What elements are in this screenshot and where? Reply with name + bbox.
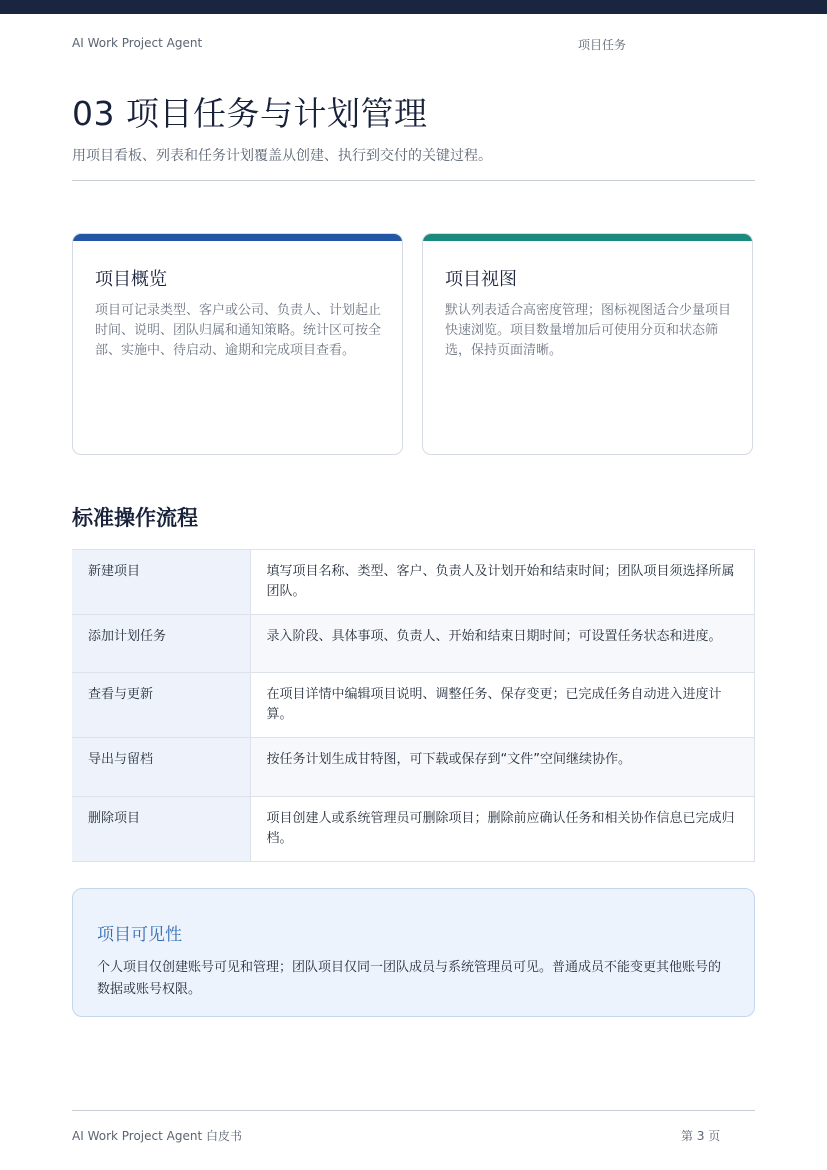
page-footer [72,1127,755,1143]
section-title: 标准操作流程 [72,506,198,530]
card-body: 默认列表适合高密度管理；图标视图适合少量项目快速浏览。项目数量增加后可使用分页和状态筛选，保持页面清晰。 [445,303,732,358]
card-title: 项目视图 [445,269,517,290]
card-accent-bar [423,234,752,241]
card-accent-bar [73,234,402,241]
step-description: 项目创建人或系统管理员可删除项目；删除前应确认任务和相关协作信息已完成归档。 [250,796,755,861]
table-row [72,796,755,861]
card-project-overview [72,233,403,455]
step-description: 录入阶段、具体事项、负责人、开始和结束日期时间；可设置任务状态和进度。 [250,615,755,673]
header-product-name: AI Work Project Agent [72,36,203,50]
footer-divider [72,1110,755,1111]
step-description: 按任务计划生成甘特图，可下载或保存到“文件”空间继续协作。 [250,738,755,796]
card-body: 项目可记录类型、客户或公司、负责人、计划起止时间、说明、团队归属和通知策略。统计区可按全部、实施中、待启动、逾期和完成项目查看。 [95,303,382,358]
table-row [72,673,755,738]
page-title: 03 项目任务与计划管理 [72,94,428,133]
table-row [72,550,755,615]
step-name: 添加计划任务 [72,615,250,673]
step-name: 导出与留档 [72,738,250,796]
table-row [72,738,755,796]
step-name: 新建项目 [72,550,250,615]
note-title: 项目可见性 [97,925,182,945]
page-number: 第 3 页 [681,1129,721,1143]
table-row [72,615,755,673]
process-steps-table [72,549,755,862]
visibility-note-box [72,888,755,1017]
title-divider [72,180,755,181]
footer-doc-title: AI Work Project Agent 白皮书 [72,1129,242,1143]
step-name: 删除项目 [72,796,250,861]
step-description: 在项目详情中编辑项目说明、调整任务、保存变更；已完成任务自动进入进度计算。 [250,673,755,738]
step-description: 填写项目名称、类型、客户、负责人及计划开始和结束时间；团队项目须选择所属团队。 [250,550,755,615]
page-subtitle: 用项目看板、列表和任务计划覆盖从创建、执行到交付的关键过程。 [72,148,492,164]
top-accent-bar [0,0,827,14]
step-name: 查看与更新 [72,673,250,738]
card-title: 项目概览 [95,269,167,290]
running-header [72,36,755,52]
note-body: 个人项目仅创建账号可见和管理；团队项目仅同一团队成员与系统管理员可见。普通成员不能变更其他账号的数据或账号权限。 [97,960,722,997]
card-project-view [422,233,753,455]
header-section-name: 项目任务 [578,38,627,52]
